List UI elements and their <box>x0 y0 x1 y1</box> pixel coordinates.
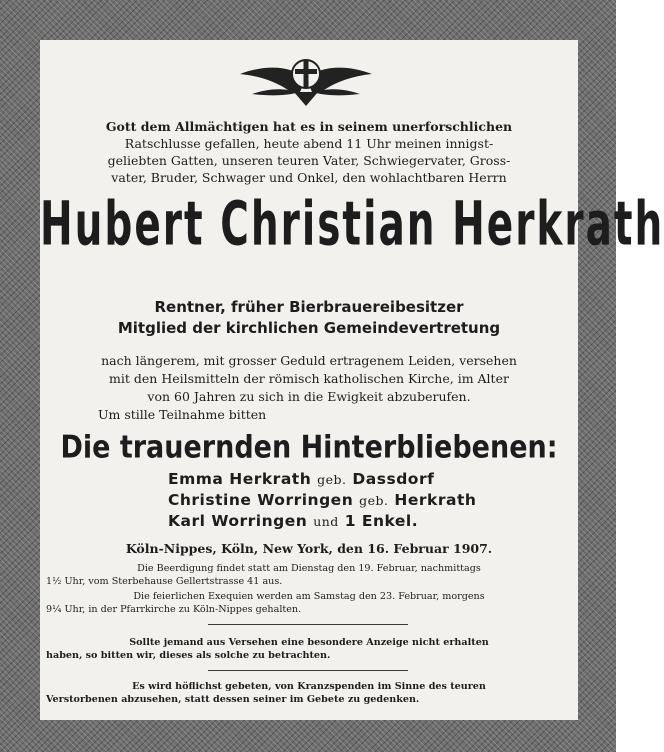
note-1-line-2: haben, so bitten wir, dieses als solche zu betrachten. <box>46 650 331 661</box>
funeral-line-3: Die feierlichen Exequien werden am Samstag den 23. Februar, morgens <box>133 591 485 602</box>
note-2-line-2: Verstorbenen abzusehen, statt dessen seiner im Gebete zu gedenken. <box>46 694 420 705</box>
survivor-detail: Dassdorf <box>352 470 435 488</box>
intro-line-4: vater, Bruder, Schwager und Onkel, den wohlachtbaren Herrn <box>111 170 507 185</box>
survivor-detail: Herkrath <box>394 491 477 509</box>
mourners-heading: Die trauernden Hinterbliebenen: <box>60 430 558 466</box>
passing-line-2: mit den Heilsmitteln der römisch katholischen Kirche, im Alter <box>109 371 509 386</box>
passing-line-3: von 60 Jahren zu sich in die Ewigkeit abzuberufen. <box>147 389 471 404</box>
survivor-connector: geb. <box>359 493 389 508</box>
survivor-connector: geb. <box>317 472 347 487</box>
deceased-name: Hubert Christian Herkrath <box>40 190 664 260</box>
divider-1 <box>208 624 408 625</box>
survivor-detail: 1 Enkel. <box>344 512 419 530</box>
divider-2 <box>208 670 408 671</box>
place-date: Köln-Nippes, Köln, New York, den 16. Februar 1907. <box>125 541 493 556</box>
funeral-line-1: Die Beerdigung findet statt am Dienstag den 19. Februar, nachmittags <box>137 563 481 574</box>
survivor-name: Emma Herkrath <box>168 470 312 488</box>
survivor-name: Karl Worringen <box>168 512 308 530</box>
funeral-line-4: 9¼ Uhr, in der Pfarrkirche zu Köln-Nippes gehalten. <box>46 604 302 615</box>
note-1-line-1: Sollte jemand aus Versehen eine besondere Anzeige nicht erhalten <box>129 637 489 648</box>
survivor-2 <box>40 491 578 509</box>
intro-line-1: Gott dem Allmächtigen hat es in seinem unerforschlichen <box>105 119 513 134</box>
intro-line-2: Ratschlusse gefallen, heute abend 11 Uhr meinen innigst- <box>124 136 494 151</box>
intro-line-3: geliebten Gatten, unseren teuren Vater, Schwiegervater, Gross- <box>107 153 511 168</box>
note-2-line-1: Es wird höflichst gebeten, von Kranzspenden im Sinne des teuren <box>132 681 486 692</box>
survivor-3 <box>40 512 578 530</box>
request-line: Um stille Teilnahme bitten <box>98 407 267 422</box>
survivor-connector: und <box>313 514 339 529</box>
passing-line-1: nach längerem, mit grosser Geduld ertragenem Leiden, versehen <box>101 353 517 368</box>
survivor-1 <box>40 470 578 488</box>
title-line-2: Mitglied der kirchlichen Gemeindevertretung <box>117 319 501 337</box>
funeral-line-2: 1½ Uhr, vom Sterbehause Gellertstrasse 41 aus. <box>46 576 283 587</box>
title-line-1: Rentner, früher Bierbrauereibesitzer <box>154 298 464 316</box>
survivor-name: Christine Worringen <box>168 491 354 509</box>
obituary-notice <box>40 40 664 720</box>
winged-cross-emblem-icon <box>236 48 376 108</box>
